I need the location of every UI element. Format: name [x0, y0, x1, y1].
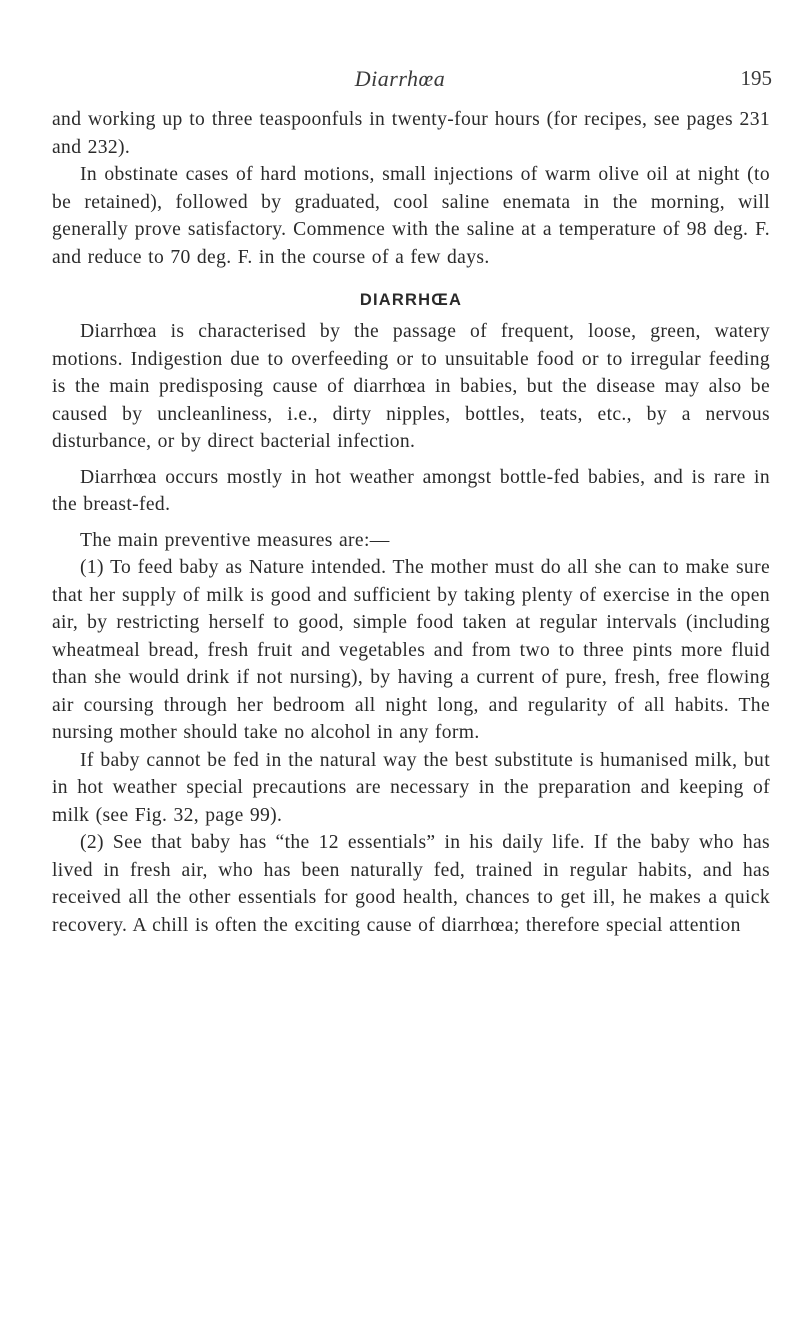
body-text — [52, 106, 770, 939]
paragraph-hot-weather: Diarrhœa occurs mostly in hot weather amongst bottle-fed babies, and is rare in the breast-fed. — [52, 466, 770, 515]
paragraph-measure-1: (1) To feed baby as Nature intended. The mother must do all she can to make sure that her supply of milk is good and sufficient by taking plenty of exercise in the open air, by restricting herself to good, simple food taken at regular intervals (including wheatmeal bread, fresh fruit and vegetables and from two to three pints more fluid than she would drink if not nursing), by having a current of pure, fresh, free flowing air coursing through her bedroom all night long, and regularity of all habits. The nursing mother should take no alcohol in any form. — [52, 557, 770, 743]
running-head — [0, 66, 800, 96]
paragraph-measure-2: (2) See that baby has “the 12 essentials” in his daily life. If the baby who has lived in fresh air, who has been naturally fed, trained in regular habits, and has received all the other essentials for good health, chances to get ill, he makes a quick recovery. A chill is often the exciting cause of diarrhœa; therefore special attention — [52, 832, 770, 936]
paragraph-obstinate-cases: In obstinate cases of hard motions, small injections of warm olive oil at night (to be retained), followed by graduated, cool saline enemata in the morning, will generally prove satisfactory. Commence with the saline at a temperature of 98 deg. F. and reduce to 70 deg. F. in the course of a few days. — [52, 164, 770, 268]
paragraph-substitute: If baby cannot be fed in the natural way the best substitute is humanised milk, but in hot weather special precautions are necessary in the preparation and keeping of milk (see Fig. 32, page 99). — [52, 749, 770, 826]
paragraph-continued: and working up to three teaspoonfuls in twenty-four hours (for recipes, see pages 231 and 232). — [52, 109, 770, 158]
paragraph-preventive-measures: The main preventive measures are:— — [80, 529, 390, 551]
page-number: 195 — [740, 66, 772, 90]
paragraph-characterised: Diarrhœa is characterised by the passage of frequent, loose, green, watery motions. Indigestion due to overfeeding or to unsuitable food or to irregular feeding is the main predisposing cause of diarrhœa in babies, but the disease may also be caused by uncleanliness, i.e., dirty nipples, bottles, teats, etc., by a nervous disturbance, or by direct bacterial infection. — [52, 321, 770, 452]
running-title: Diarrhœa — [354, 66, 446, 91]
section-heading-diarrhoea: DIARRHŒA — [359, 291, 463, 309]
